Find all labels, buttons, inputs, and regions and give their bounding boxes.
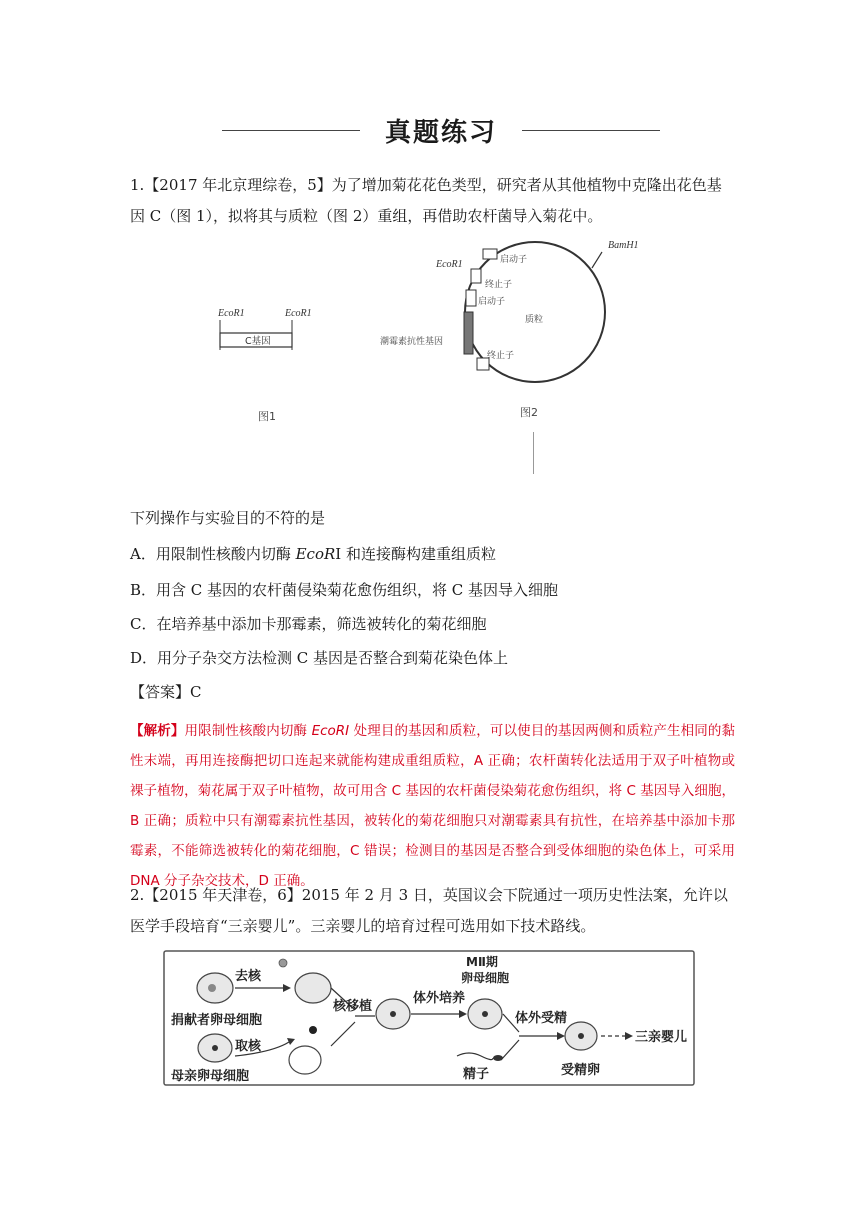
isolated-nucleus xyxy=(309,1026,317,1034)
section-header xyxy=(0,110,860,150)
question-1-stem: 1.【2017 年北京理综卷，5】为了增加菊花花色类型，研究者从其他植物中克隆出花色基因 C（图 1），拟将其与质粒（图 2）重组，再借助农杆菌导入菊花中。 xyxy=(130,176,722,225)
analysis xyxy=(130,716,735,896)
option-a-enzyme: EcoR xyxy=(295,545,336,563)
section-title: 真题练习 xyxy=(384,118,497,148)
title-rule-right xyxy=(522,130,660,131)
gene-c-label: C基因 xyxy=(245,336,271,347)
culture-label: 体外培养 xyxy=(413,991,466,1006)
remove-nucleus-label: 去核 xyxy=(235,969,262,984)
option-a-pre: A．用限制性核酸内切酶 xyxy=(130,545,296,563)
option-c: C．在培养基中添加卡那霉素，筛选被转化的菊花细胞 xyxy=(130,615,487,633)
donor-label: 捐献者卵母细胞 xyxy=(171,1013,263,1028)
figure-2-label: 图2 xyxy=(520,406,538,419)
enucleated-oocyte xyxy=(295,973,331,1003)
figure-divider xyxy=(533,432,534,474)
option-a xyxy=(130,539,735,570)
option-d: D．用分子杂交方法检测 C 基因是否整合到菊花染色体上 xyxy=(130,649,509,667)
analysis-body: 处理目的基因和质粒，可以使目的基因两侧和质粒产生相同的黏性末端，再用连接酶把切口连起来就能构建成重组质粒，A 正确；农杆菌转化法适用于双子叶植物或裸子植物，菊花属于双子叶植物，故可用含 C 基因的农杆菌侵染菊花愈伤组织，将 C 基因导入细胞，B 正确；质粒中只有潮霉素抗性基因，被转化的菊花细胞只对潮霉素具有抗性，在培养基中添加卡那霉素，不能筛选被转化的菊花细胞，C 错误；检测目的基因是否整合到受体细胞的染色体上，可采用 DNA 分子杂交技术，D 正确。 xyxy=(130,723,735,889)
resistance-gene-label: 潮霉素抗性基因 xyxy=(380,337,444,347)
title-rule-left xyxy=(222,130,360,131)
plasmid-diagram xyxy=(380,240,639,419)
mother-enucleated-oocyte xyxy=(289,1046,321,1074)
mother-oocyte xyxy=(198,1034,232,1062)
take-nucleus-label: 取核 xyxy=(235,1039,262,1054)
baby-label: 三亲婴儿 xyxy=(635,1030,688,1045)
ecor-right-label: EcoR1 xyxy=(285,308,312,319)
three-parent-figure xyxy=(163,950,695,1088)
sperm-label: 精子 xyxy=(463,1067,490,1082)
analysis-enzyme: EcoRI xyxy=(311,723,350,739)
mii-label-1: MⅡ期 xyxy=(466,955,498,969)
plasmid-figure xyxy=(200,232,639,432)
figure-1-label: 图1 xyxy=(258,410,276,423)
promoter-2-label: 启动子 xyxy=(478,297,506,307)
answer: 【答案】C xyxy=(130,683,202,701)
option-a-post: I 和连接酶构建重组质粒 xyxy=(335,545,496,563)
analysis-heading: 【解析】 xyxy=(130,723,185,739)
mother-label: 母亲卵母细胞 xyxy=(171,1069,250,1084)
ecor-plasmid-label: EcoR1 xyxy=(436,259,463,270)
ivf-label: 体外受精 xyxy=(515,1011,568,1026)
question-1-lead: 下列操作与实验目的不符的是 xyxy=(130,509,326,527)
bamh1-label: BamH1 xyxy=(608,240,639,251)
terminator-2-label: 终止子 xyxy=(487,351,515,361)
terminator-1-label: 终止子 xyxy=(485,280,513,290)
promoter-1-label: 启动子 xyxy=(500,255,528,265)
ecor-left-label: EcoR1 xyxy=(218,308,245,319)
gene-c-diagram xyxy=(217,308,312,423)
mii-label-2: 卵母细胞 xyxy=(461,971,510,985)
question-2-stem: 2.【2015 年天津卷，6】2015 年 2 月 3 日，英国议会下院通过一项历史性法案，允许以医学手段培育“三亲婴儿”。三亲婴儿的培育过程可选用如下技术路线。 xyxy=(130,886,728,935)
donor-oocyte xyxy=(197,973,233,1003)
analysis-pre: 用限制性核酸内切酶 xyxy=(184,723,312,739)
plasmid-label: 质粒 xyxy=(525,315,544,325)
zygote-label: 受精卵 xyxy=(561,1063,601,1078)
transfer-label: 核移植 xyxy=(333,999,373,1014)
option-b: B．用含 C 基因的农杆菌侵染菊花愈伤组织，将 C 基因导入细胞 xyxy=(130,581,559,599)
